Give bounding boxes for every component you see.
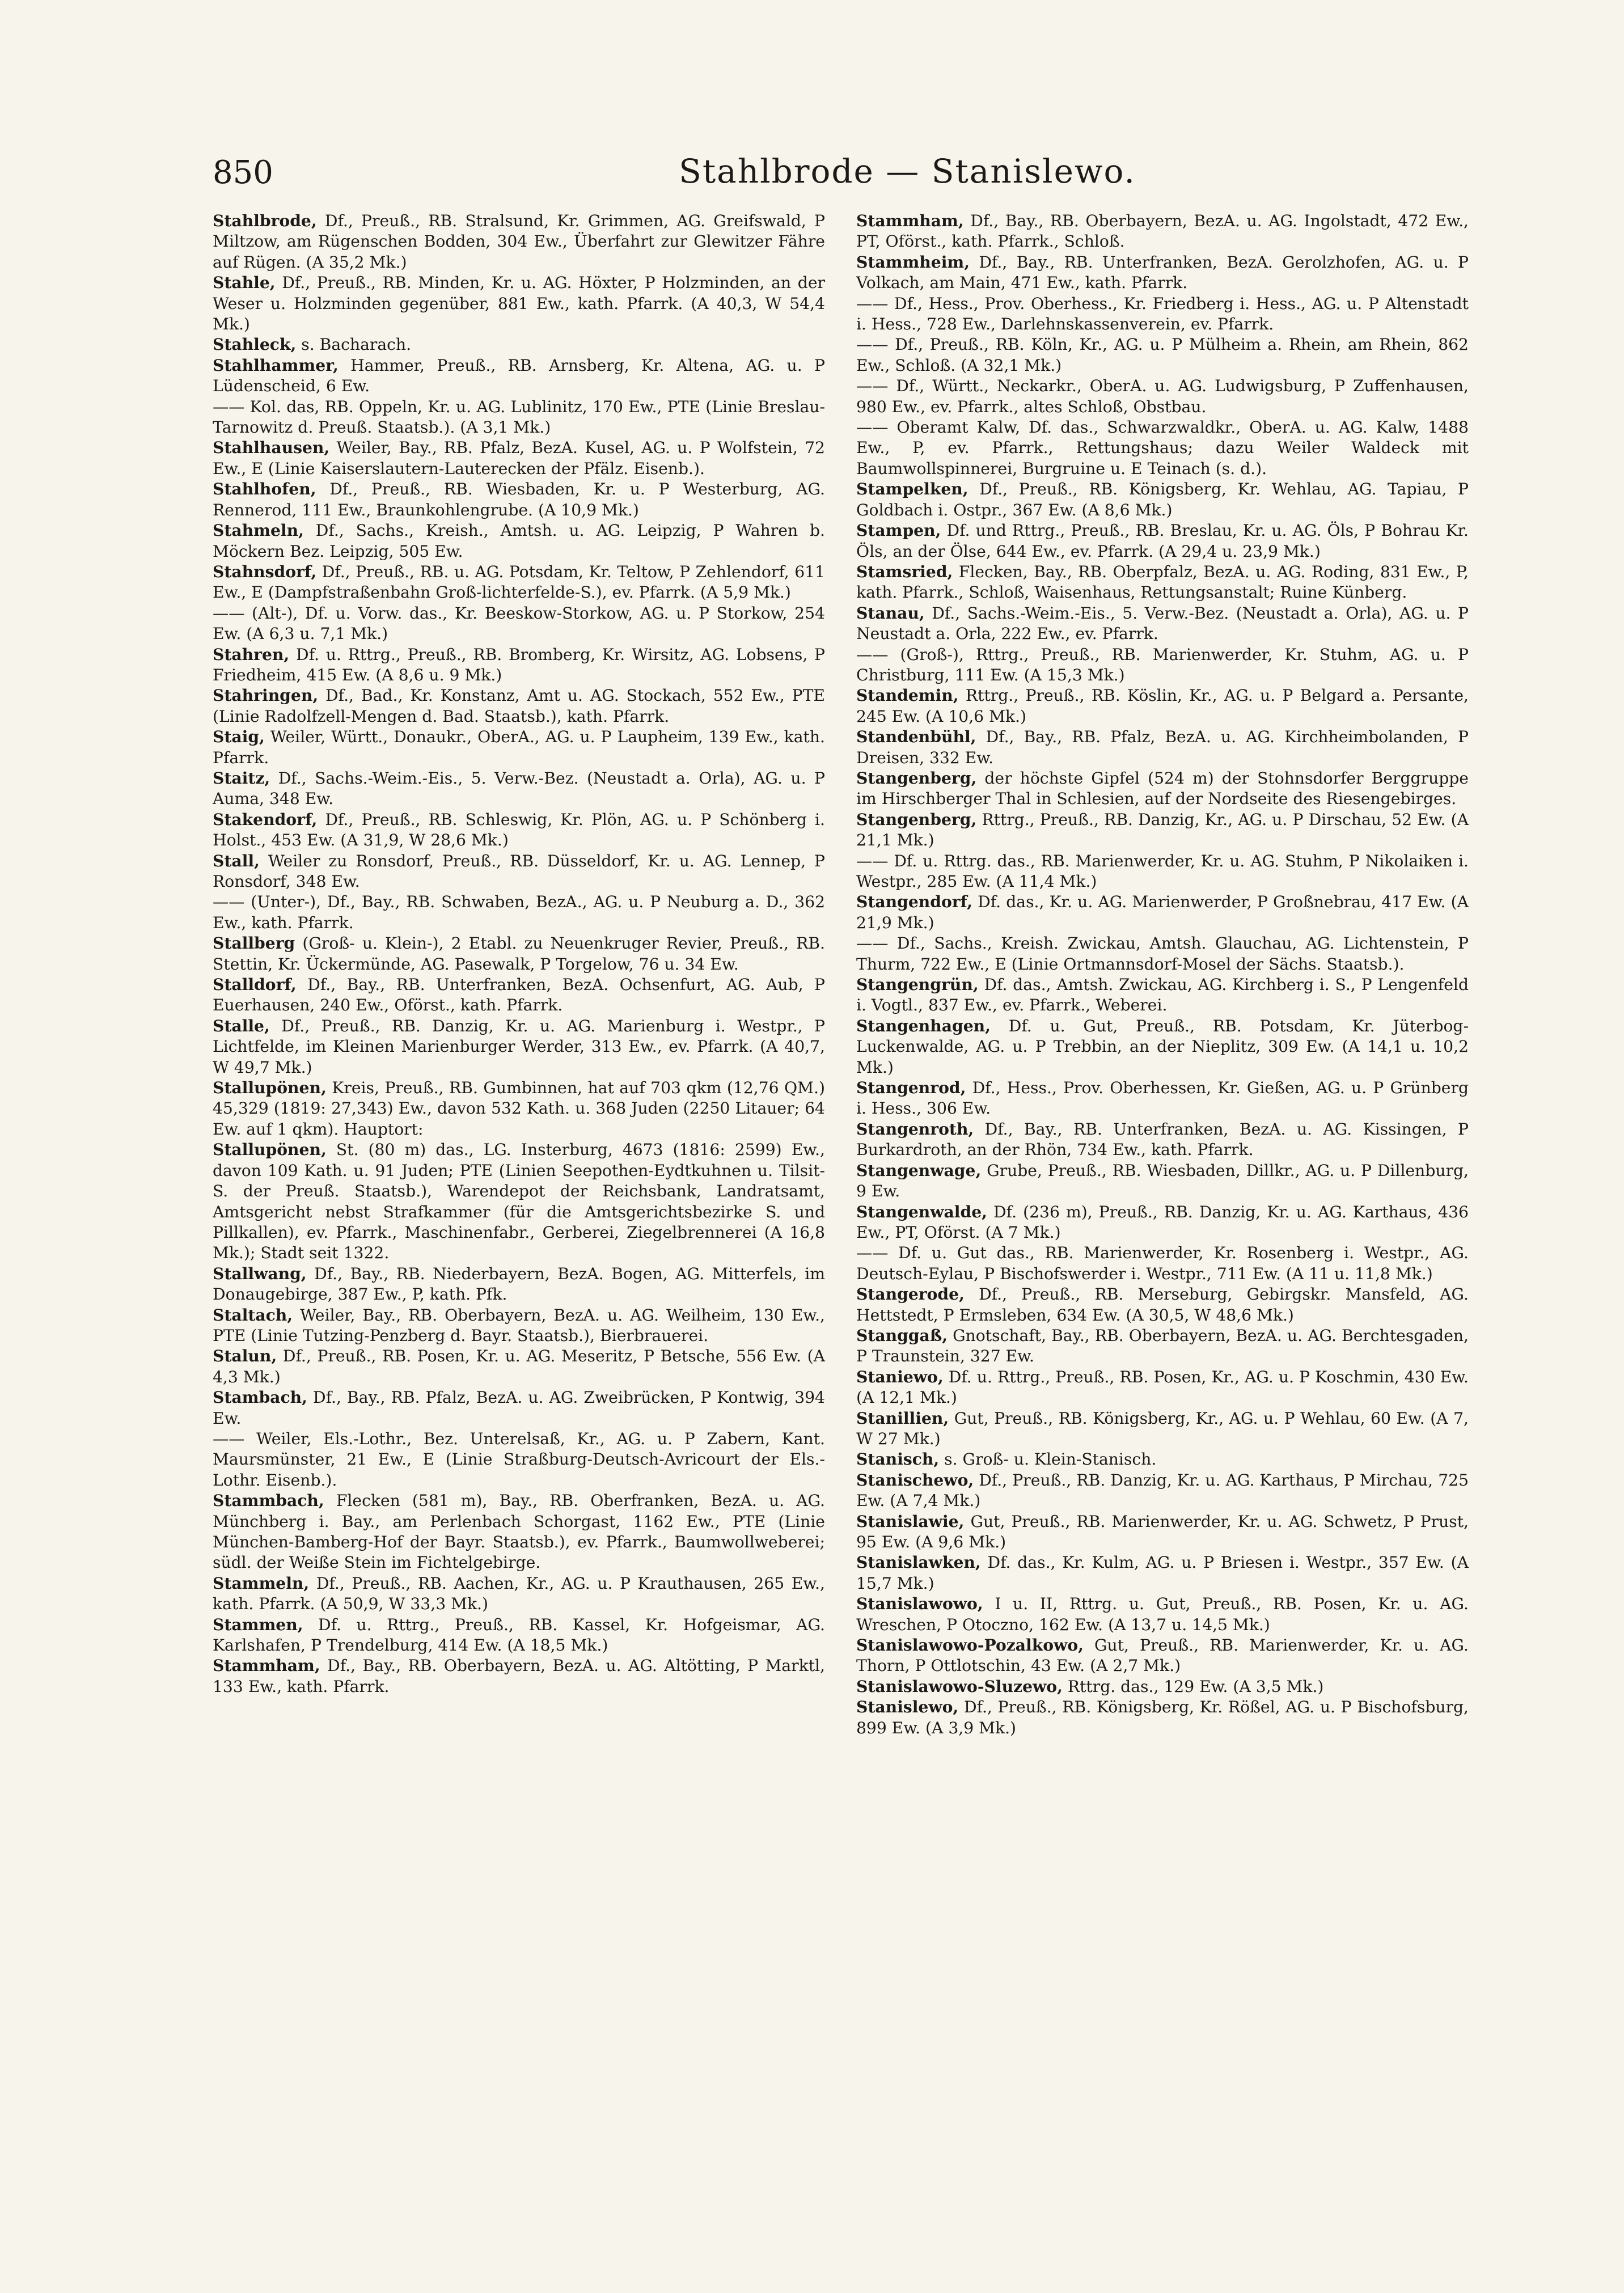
entry-text: Weiler, Bay., RB. Pfalz, BezA. Kusel, AG. u. P Wolfstein, 72 Ew., E (Linie Kaiserslautern-Lauterecken der Pfälz. Eisenb.). — [213, 438, 825, 478]
entry-text: —— Oberamt Kalw, Df. das., Schwarzwaldkr., OberA. u. AG. Kalw, 1488 Ew., P, ev. Pfarrk., Rettungshaus; dazu Weiler Waldeck mit Baumwollspinnerei, Burgruine u. E Teinach (s. d.). — [856, 418, 1469, 478]
entry-headword: Staitz, — [213, 768, 270, 788]
entry-text: Rttrg., Preuß., RB. Danzig, Kr., AG. u. P Dirschau, 52 Ew. (A 21,1 Mk.) — [856, 810, 1469, 850]
entry-headword: Stammen, — [213, 1615, 303, 1634]
entry-headword: Stallberg — [213, 934, 295, 953]
entry-text: Df. das., Kr. Kulm, AG. u. P Briesen i. Westpr., 357 Ew. (A 15,7 Mk.) — [856, 1553, 1469, 1593]
entry — [856, 211, 1469, 252]
entry-headword: Stanau, — [856, 603, 925, 623]
entry — [213, 686, 825, 727]
entry-headword: Stallwang, — [213, 1264, 307, 1283]
entry-text: Gut, Preuß., RB. Marienwerder, Kr. u. AG. Thorn, P Ottlotschin, 43 Ew. (A 2,7 Mk.) — [856, 1636, 1469, 1676]
entry-text: Df., Preuß., RB. Schleswig, Kr. Plön, AG. u. P Schönberg i. Holst., 453 Ew. (A 31,9, W 28,6 Mk.) — [213, 810, 825, 850]
entry — [213, 1656, 825, 1697]
entry-text: s. Bacharach. — [296, 335, 412, 354]
entry-text: Gut, Preuß., RB. Marienwerder, Kr. u. AG. Schwetz, P Prust, 95 Ew. (A 9,6 Mk.) — [856, 1512, 1469, 1551]
entry — [213, 645, 825, 686]
entry — [856, 1367, 1469, 1408]
entry — [856, 1016, 1469, 1078]
entry — [856, 1512, 1469, 1553]
entry — [856, 645, 1469, 686]
entry — [856, 768, 1469, 810]
entry — [213, 356, 825, 397]
entry-headword: Standenbühl, — [856, 727, 976, 747]
entry-text: Gnotschaft, Bay., RB. Oberbayern, BezA. u. AG. Berchtesgaden, P Traunstein, 327 Ew. — [856, 1326, 1469, 1366]
entry — [856, 1677, 1469, 1697]
entry-text: Df., Sachs.-Weim.-Eis., 5. Verw.-Bez. (Neustadt a. Orla), AG. u. P Auma, 348 Ew. — [213, 768, 825, 809]
entry-text: —— (Alt-), Df. u. Vorw. das., Kr. Beeskow-Storkow, AG. u. P Storkow, 254 Ew. (A 6,3 u. 7,1 Mk.) — [213, 603, 825, 644]
entry-headword: Stanislawowo, — [856, 1594, 983, 1614]
entry-headword: Stampen, — [856, 521, 941, 540]
entry-text: Df. das., Amtsh. Zwickau, AG. Kirchberg i. S., P Lengenfeld i. Vogtl., 837 Ew., ev. Pfarrk., Weberei. — [856, 975, 1469, 1015]
entry-headword: Stangenberg, — [856, 768, 977, 788]
entry-text: Weiler, Bay., RB. Oberbayern, BezA. u. AG. Weilheim, 130 Ew., PTE (Linie Tutzing-Penzberg d. Bayr. Staatsb.), Bierbrauerei. — [213, 1305, 825, 1345]
entry — [213, 1615, 825, 1656]
entry-text: Weiler zu Ronsdorf, Preuß., RB. Düsseldorf, Kr. u. AG. Lennep, P Ronsdorf, 348 Ew. — [213, 851, 825, 891]
entry-text: Df., Preuß., RB. Königsberg, Kr. Wehlau, AG. Tapiau, P Goldbach i. Ostpr., 367 Ew. (A 8,6 Mk.) — [856, 480, 1469, 519]
entry — [213, 1078, 825, 1140]
entry — [213, 438, 825, 479]
entry-headword: Stallupönen, — [213, 1078, 327, 1098]
entry-text: Df. u. Gut, Preuß., RB. Potsdam, Kr. Jüterbog-Luckenwalde, AG. u. P Trebbin, an der Nieplitz, 309 Ew. (A 14,1 u. 10,2 Mk.) — [856, 1016, 1469, 1077]
entry-text: der höchste Gipfel (524 m) der Stohnsdorfer Berggruppe im Hirschberger Thal in Schlesien, auf der Nordseite des Riesengebirges. — [856, 768, 1469, 809]
entry-text: Df., Bay., RB. Niederbayern, BezA. Bogen, AG. Mitterfels, im Donaugebirge, 387 Ew., P, kath. Pfk. — [213, 1264, 825, 1304]
entry — [213, 1016, 825, 1078]
entry-headword: Stangenberg, — [856, 810, 977, 829]
entry-text: —— Kol. das, RB. Oppeln, Kr. u. AG. Lublinitz, 170 Ew., PTE (Linie Breslau-Tarnowitz d. Preuß. Staatsb.). (A 3,1 Mk.) — [213, 397, 825, 437]
entry-headword: Standemin, — [856, 686, 959, 705]
entry — [856, 335, 1469, 376]
entry — [856, 1202, 1469, 1243]
entry-headword: Stahleck, — [213, 335, 297, 354]
entry — [856, 892, 1469, 933]
entry-headword: Stangengrün, — [856, 975, 979, 995]
entry-text: —— (Groß-), Rttrg., Preuß., RB. Marienwerder, Kr. Stuhm, AG. u. P Christburg, 111 Ew. (A 15,3 Mk.) — [856, 645, 1469, 684]
entry — [213, 211, 825, 273]
entry-headword: Stammham, — [213, 1656, 320, 1676]
entry-text: Df., Preuß., RB. Königsberg, Kr. Rößel, AG. u. P Bischofsburg, 899 Ew. (A 3,9 Mk.) — [856, 1698, 1469, 1737]
entry-text: Df. u. Rttrg., Preuß., RB. Posen, Kr., AG. u. P Koschmin, 430 Ew. (A 12,1 Mk.) — [856, 1367, 1469, 1407]
entry-headword: Stangenhagen, — [856, 1016, 991, 1035]
entry-headword: Stangendorf, — [856, 892, 972, 912]
entry — [856, 1243, 1469, 1284]
entry — [213, 768, 825, 810]
entry-headword: Stalldorf, — [213, 975, 297, 995]
entry — [213, 1491, 825, 1573]
entry-text: Df., Bay., RB. Unterfranken, BezA. Gerolzhofen, AG. u. P Volkach, am Main, 471 Ew., kath. Pfarrk. — [856, 252, 1469, 293]
entry-text: s. Groß- u. Klein-Stanisch. — [939, 1450, 1157, 1469]
entry — [213, 851, 825, 892]
entry-text: Df. u. Rttrg., Preuß., RB. Kassel, Kr. Hofgeismar, AG. Karlshafen, P Trendelburg, 414 Ew. (A 18,5 Mk.) — [213, 1615, 825, 1655]
entry-headword: Stalun, — [213, 1347, 277, 1366]
entry-text: Df., Preuß., RB. Aachen, Kr., AG. u. P Krauthausen, 265 Ew., kath. Pfarrk. (A 50,9, W 33,3 Mk.) — [213, 1573, 825, 1614]
entry-headword: Stanislawie, — [856, 1512, 965, 1531]
entry — [213, 562, 825, 603]
entry — [856, 1449, 1469, 1470]
entry — [213, 603, 825, 645]
entry — [213, 521, 825, 562]
entry-headword: Stammheim, — [856, 252, 970, 272]
entry-headword: Stampelken, — [856, 480, 969, 499]
entry — [856, 417, 1469, 479]
entry-headword: Stangerode, — [856, 1285, 965, 1304]
entry — [213, 1140, 825, 1263]
entry — [856, 1284, 1469, 1326]
entry — [856, 1326, 1469, 1367]
entry — [856, 562, 1469, 603]
entry-headword: Stall, — [213, 851, 260, 870]
entry — [856, 727, 1469, 768]
entry-headword: Stahmeln, — [213, 521, 304, 540]
entry — [213, 1573, 825, 1615]
entry-headword: Stallupönen, — [213, 1140, 327, 1160]
entry-headword: Stammbach, — [213, 1491, 324, 1511]
entry-headword: Staig, — [213, 727, 265, 747]
entry — [856, 933, 1469, 975]
entry-text: —— Df. u. Rttrg. das., RB. Marienwerder, Kr. u. AG. Stuhm, P Nikolaiken i. Westpr., 285 Ew. (A 11,4 Mk.) — [856, 851, 1469, 891]
entry — [856, 686, 1469, 727]
entry-text: Df., Bad., Kr. Konstanz, Amt u. AG. Stockach, 552 Ew., PTE (Linie Radolfzell-Mengen d. Bad. Staatsb.), kath. Pfarrk. — [213, 686, 825, 726]
entry-text: Df. u. Rttrg., Preuß., RB. Bromberg, Kr. Wirsitz, AG. Lobsens, P Friedheim, 415 Ew. (A 8,6 u. 9 Mk.) — [213, 645, 825, 684]
entry-headword: Stangenwalde, — [856, 1202, 987, 1221]
entry-text: Df., Preuß., RB. Danzig, Kr. u. AG. Karthaus, P Mirchau, 725 Ew. (A 7,4 Mk.) — [856, 1470, 1469, 1511]
entry — [856, 603, 1469, 645]
entry — [213, 1429, 825, 1491]
entry-headword: Stahringen, — [213, 686, 319, 705]
entry — [856, 1470, 1469, 1512]
entry-text: Df., Preuß., RB. Merseburg, Gebirgskr. Mansfeld, AG. Hettstedt, P Ermsleben, 634 Ew. (A 30,5, W 48,6 Mk.) — [856, 1285, 1469, 1325]
entry-text: Flecken, Bay., RB. Oberpfalz, BezA. u. AG. Roding, 831 Ew., P, kath. Pfarrk., Schloß, Waisenhaus, Rettungsanstalt; Ruine Künberg. — [856, 562, 1469, 602]
entry-text: Df., Preuß., RB. Danzig, Kr. u. AG. Marienburg i. Westpr., P Lichtfelde, im Kleinen Marienburger Werder, 313 Ew., ev. Pfarrk. (A 40,7, W 49,7 Mk.) — [213, 1016, 825, 1077]
entry — [213, 1387, 825, 1429]
entry-text: Df. das., Kr. u. AG. Marienwerder, P Großnebrau, 417 Ew. (A 21,9 Mk.) — [856, 892, 1469, 932]
entry — [856, 376, 1469, 417]
entry-text: Df., Bay., RB. Unterfranken, BezA. Ochsenfurt, AG. Aub, P Euerhausen, 240 Ew., Oförst., kath. Pfarrk. — [213, 975, 825, 1015]
running-title: Stahlbrode — Stanislewo. — [679, 152, 1136, 191]
entry-headword: Stahlhofen, — [213, 480, 316, 499]
entry-headword: Stambach, — [213, 1388, 307, 1407]
entry-headword: Stanisch, — [856, 1450, 940, 1469]
entry-text: Df., Bay., RB. Pfalz, BezA. u. AG. Zweibrücken, P Kontwig, 394 Ew. — [213, 1388, 825, 1428]
entry — [856, 1552, 1469, 1594]
entry-text: —— Df., Preuß., RB. Köln, Kr., AG. u. P Mülheim a. Rhein, am Rhein, 862 Ew., Schloß. (A 32,1 Mk.) — [856, 335, 1469, 375]
entry-text: Grube, Preuß., RB. Wiesbaden, Dillkr., AG. u. P Dillenburg, 9 Ew. — [856, 1161, 1469, 1201]
entry-text: Df., Preuß., RB. u. AG. Potsdam, Kr. Teltow, P Zehlendorf, 611 Ew., E (Dampfstraßenbahn Groß-lichterfelde-S.), ev. Pfarrk. (A 5,9 Mk.) — [213, 562, 825, 602]
entry-text: —— Df., Württ., Neckarkr., OberA. u. AG. Ludwigsburg, P Zuffenhausen, 980 Ew., ev. Pfarrk., altes Schloß, Obstbau. — [856, 376, 1469, 416]
entry-headword: Stanislawken, — [856, 1553, 981, 1572]
entry — [856, 1078, 1469, 1119]
entry — [856, 1635, 1469, 1677]
entry-headword: Stanggaß, — [856, 1326, 948, 1345]
left-column — [213, 211, 825, 1697]
entry — [213, 1346, 825, 1387]
entry-text: Gut, Preuß., RB. Königsberg, Kr., AG. u. P Wehlau, 60 Ew. (A 7, W 27 Mk.) — [856, 1408, 1469, 1448]
entry — [856, 1161, 1469, 1202]
entry-headword: Stahlhausen, — [213, 438, 330, 458]
entry-text: Flecken (581 m), Bay., RB. Oberfranken, BezA. u. AG. Münchberg i. Bay., am Perlenbach Schorgast, 1162 Ew., PTE (Linie München-Bamberg-Hof der Bayr. Staatsb.), ev. Pfarrk., Baumwollweberei; südl. der Weiße Stein im Fichtelgebirge. — [213, 1491, 825, 1572]
entry — [213, 727, 825, 768]
entry-headword: Stahren, — [213, 645, 290, 664]
entry-headword: Stamsried, — [856, 562, 953, 581]
entry-text: Df., Bay., RB. Oberbayern, BezA. u. AG. Ingolstadt, 472 Ew., PT, Oförst., kath. Pfarrk., Schloß. — [856, 211, 1469, 251]
entry-text: St. (80 m) das., LG. Insterburg, 4673 (1816: 2599) Ew., davon 109 Kath. u. 91 Juden; PTE (Linien Seepothen-Eydtkuhnen u. Tilsit-S. der Preuß. Staatsb.), Warendepot der Reichsbank, Landratsamt, Amtsgericht nebst Strafkammer (für die Amtsgerichtsbezirke S. und Pillkallen), ev. Pfarrk., Maschinenfabr., Gerberei, Ziegelbrennerei (A 16,8 Mk.); Stadt seit 1322. — [213, 1140, 825, 1263]
entry — [213, 1305, 825, 1347]
entry-text: Rttrg. das., 129 Ew. (A 3,5 Mk.) — [1062, 1677, 1324, 1696]
entry — [856, 810, 1469, 851]
entry-headword: Stangenwage, — [856, 1161, 982, 1180]
entry-headword: Stahle, — [213, 273, 276, 293]
entry-text: Df., Preuß., RB. Stralsund, Kr. Grimmen, AG. Greifswald, P Miltzow, am Rügenschen Bodden, 304 Ew., Überfahrt zur Glewitzer Fähre auf Rügen. (A 35,2 Mk.) — [213, 211, 825, 272]
entry — [856, 294, 1469, 335]
entry — [856, 479, 1469, 521]
entry-text: Df., Bay., RB. Pfalz, BezA. u. AG. Kirchheimbolanden, P Dreisen, 332 Ew. — [856, 727, 1469, 767]
entry — [213, 810, 825, 851]
entry — [213, 892, 825, 933]
entry-text: Weiler, Württ., Donaukr., OberA., AG. u. P Laupheim, 139 Ew., kath. Pfarrk. — [213, 727, 825, 767]
entry-text: (Groß- u. Klein-), 2 Etabl. zu Neuenkruger Revier, Preuß., RB. Stettin, Kr. Ückermünde, AG. Pasewalk, P Torgelow, 76 u. 34 Ew. — [213, 934, 825, 974]
entry-headword: Stahlbrode, — [213, 211, 317, 230]
entry — [856, 975, 1469, 1016]
entry-headword: Stangenrod, — [856, 1078, 966, 1098]
entry — [213, 397, 825, 438]
entry-text: Rttrg., Preuß., RB. Köslin, Kr., AG. u. P Belgard a. Persante, 245 Ew. (A 10,6 Mk.) — [856, 686, 1469, 726]
right-column — [856, 211, 1469, 1738]
entry — [856, 252, 1469, 294]
entry — [213, 335, 825, 355]
entry-text: —— (Unter-), Df., Bay., RB. Schwaben, BezA., AG. u. P Neuburg a. D., 362 Ew., kath. Pfarrk. — [213, 892, 825, 932]
entry-headword: Stalle, — [213, 1016, 270, 1035]
entry — [856, 1408, 1469, 1450]
entry-text: Df. und Rttrg., Preuß., RB. Breslau, Kr. u. AG. Öls, P Bohrau Kr. Öls, an der Ölse, 644 Ew., ev. Pfarrk. (A 29,4 u. 23,9 Mk.) — [856, 521, 1469, 561]
entry-text: Df., Bay., RB. Unterfranken, BezA. u. AG. Kissingen, P Burkardroth, an der Rhön, 734 Ew., kath. Pfarrk. — [856, 1119, 1469, 1160]
entry-text: —— Df., Hess., Prov. Oberhess., Kr. Friedberg i. Hess., AG. u. P Altenstadt i. Hess., 728 Ew., Darlehnskassenverein, ev. Pfarrk. — [856, 294, 1469, 334]
entry — [213, 1264, 825, 1305]
entry-headword: Stahlhammer, — [213, 356, 339, 375]
entry — [856, 521, 1469, 562]
entry-text: I u. II, Rttrg. u. Gut, Preuß., RB. Posen, Kr. u. AG. Wreschen, P Otoczno, 162 Ew. (A 13,7 u. 14,5 Mk.) — [856, 1594, 1469, 1634]
entry-text: Kreis, Preuß., RB. Gumbinnen, hat auf 703 qkm (12,76 QM.) 45,329 (1819: 27,343) Ew., davon 532 Kath. u. 368 Juden (2250 Litauer; 64 Ew. auf 1 qkm). Hauptort: — [213, 1078, 825, 1139]
entry — [856, 1697, 1469, 1738]
entry — [213, 933, 825, 975]
entry-text: Df., Bay., RB. Oberbayern, BezA. u. AG. Altötting, P Marktl, 133 Ew., kath. Pfarrk. — [213, 1656, 825, 1696]
entry-text: —— Weiler, Els.-Lothr., Bez. Unterelsaß, Kr., AG. u. P Zabern, Kant. Maursmünster, 21 Ew., E (Linie Straßburg-Deutsch-Avricourt der Els.-Lothr. Eisenb.). — [213, 1429, 825, 1490]
entry-text: Df., Preuß., RB. Minden, Kr. u. AG. Höxter, P Holzminden, an der Weser u. Holzminden gegenüber, 881 Ew., kath. Pfarrk. (A 40,3, W 54,4 Mk.) — [213, 273, 825, 334]
entry-text: Df., Hess., Prov. Oberhessen, Kr. Gießen, AG. u. P Grünberg i. Hess., 306 Ew. — [856, 1078, 1469, 1118]
entry-text: Hammer, Preuß., RB. Arnsberg, Kr. Altena, AG. u. P Lüdenscheid, 6 Ew. — [213, 356, 825, 396]
entry-headword: Stangenroth, — [856, 1119, 974, 1139]
entry-headword: Stanislewo, — [856, 1698, 959, 1717]
entry — [213, 975, 825, 1016]
entry-text: Df., Sachs.-Weim.-Eis., 5. Verw.-Bez. (Neustadt a. Orla), AG. u. P Neustadt a. Orla, 222 Ew., ev. Pfarrk. — [856, 603, 1469, 644]
entry — [213, 479, 825, 521]
entry-headword: Stanislawowo-Pozalkowo, — [856, 1636, 1084, 1655]
entry-headword: Stammeln, — [213, 1573, 310, 1593]
entry — [213, 273, 825, 335]
entry-text: Df. (236 m), Preuß., RB. Danzig, Kr. u. AG. Karthaus, 436 Ew., PT, Oförst. (A 7 Mk.) — [856, 1202, 1469, 1242]
entry-text: Df., Preuß., RB. Posen, Kr. u. AG. Meseritz, P Betsche, 556 Ew. (A 4,3 Mk.) — [213, 1347, 825, 1386]
entry-headword: Stammham, — [856, 211, 964, 230]
entry-text: Df., Sachs., Kreish., Amtsh. u. AG. Leipzig, P Wahren b. Möckern Bez. Leipzig, 505 Ew. — [213, 521, 825, 561]
entry-headword: Staniewo, — [856, 1367, 944, 1386]
entry-text: —— Df. u. Gut das., RB. Marienwerder, Kr. Rosenberg i. Westpr., AG. Deutsch-Eylau, P Bischofswerder i. Westpr., 711 Ew. (A 11 u. 11,8 Mk.) — [856, 1243, 1469, 1283]
entry — [856, 1594, 1469, 1635]
entry-headword: Stanillien, — [856, 1408, 949, 1428]
entry-text: Df., Preuß., RB. Wiesbaden, Kr. u. P Westerburg, AG. Rennerod, 111 Ew., Braunkohlengrube. (A 10,9 Mk.) — [213, 480, 825, 519]
entry-headword: Staltach, — [213, 1305, 293, 1325]
entry — [856, 851, 1469, 892]
entry-headword: Stakendorf, — [213, 810, 318, 829]
page-number: 850 — [213, 154, 273, 191]
entry-headword: Stanislawowo-Sluzewo, — [856, 1677, 1063, 1696]
entry-headword: Stahnsdorf, — [213, 562, 317, 581]
entry — [856, 1119, 1469, 1161]
entry-text: —— Df., Sachs., Kreish. Zwickau, Amtsh. Glauchau, AG. Lichtenstein, P Thurm, 722 Ew., E (Linie Ortmannsdorf-Mosel der Sächs. Staatsb.). — [856, 934, 1469, 974]
entry-headword: Stanischewo, — [856, 1470, 974, 1490]
